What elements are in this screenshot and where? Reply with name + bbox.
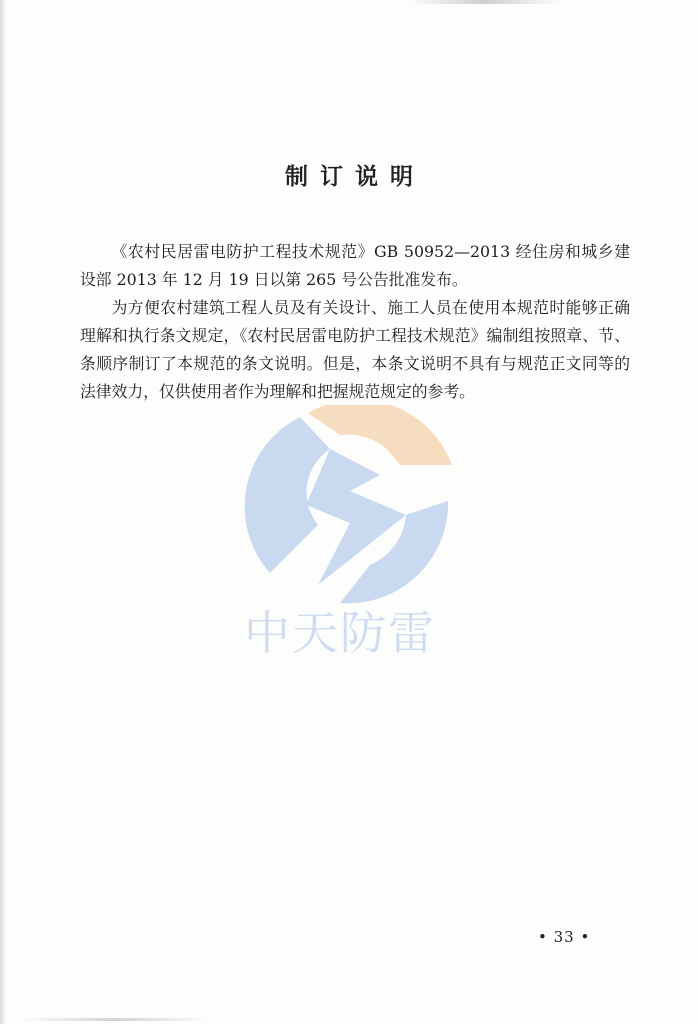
page-number: • 33 • [538, 928, 591, 946]
scan-mark-top [410, 0, 560, 4]
watermark-logo [230, 405, 470, 660]
paragraph-approval: 《农村民居雷电防护工程技术规范》GB 50952—2013 经住房和城乡建设部 2013 年 12 月 19 日以第 265 号公告批准发布。 [80, 242, 630, 289]
scan-mark-bottom [20, 1018, 210, 1021]
paragraph-purpose: 为方便农村建筑工程人员及有关设计、施工人员在使用本规范时能够正确理解和执行条文规定，《农村民居雷电防护工程技术规范》编制组按照章、节、条顺序制订了本规范的条文说明。但是，本条文说明不具有与规范正文同等的法律效力，仅供使用者作为理解和把握规范规定的参考。 [80, 298, 630, 401]
lightning-logo-icon [230, 405, 470, 605]
page-title: 制订说明 [285, 164, 425, 190]
scan-shadow-left [0, 0, 6, 1024]
body-text [80, 238, 630, 406]
watermark-text: 中天防雷 [244, 606, 436, 660]
